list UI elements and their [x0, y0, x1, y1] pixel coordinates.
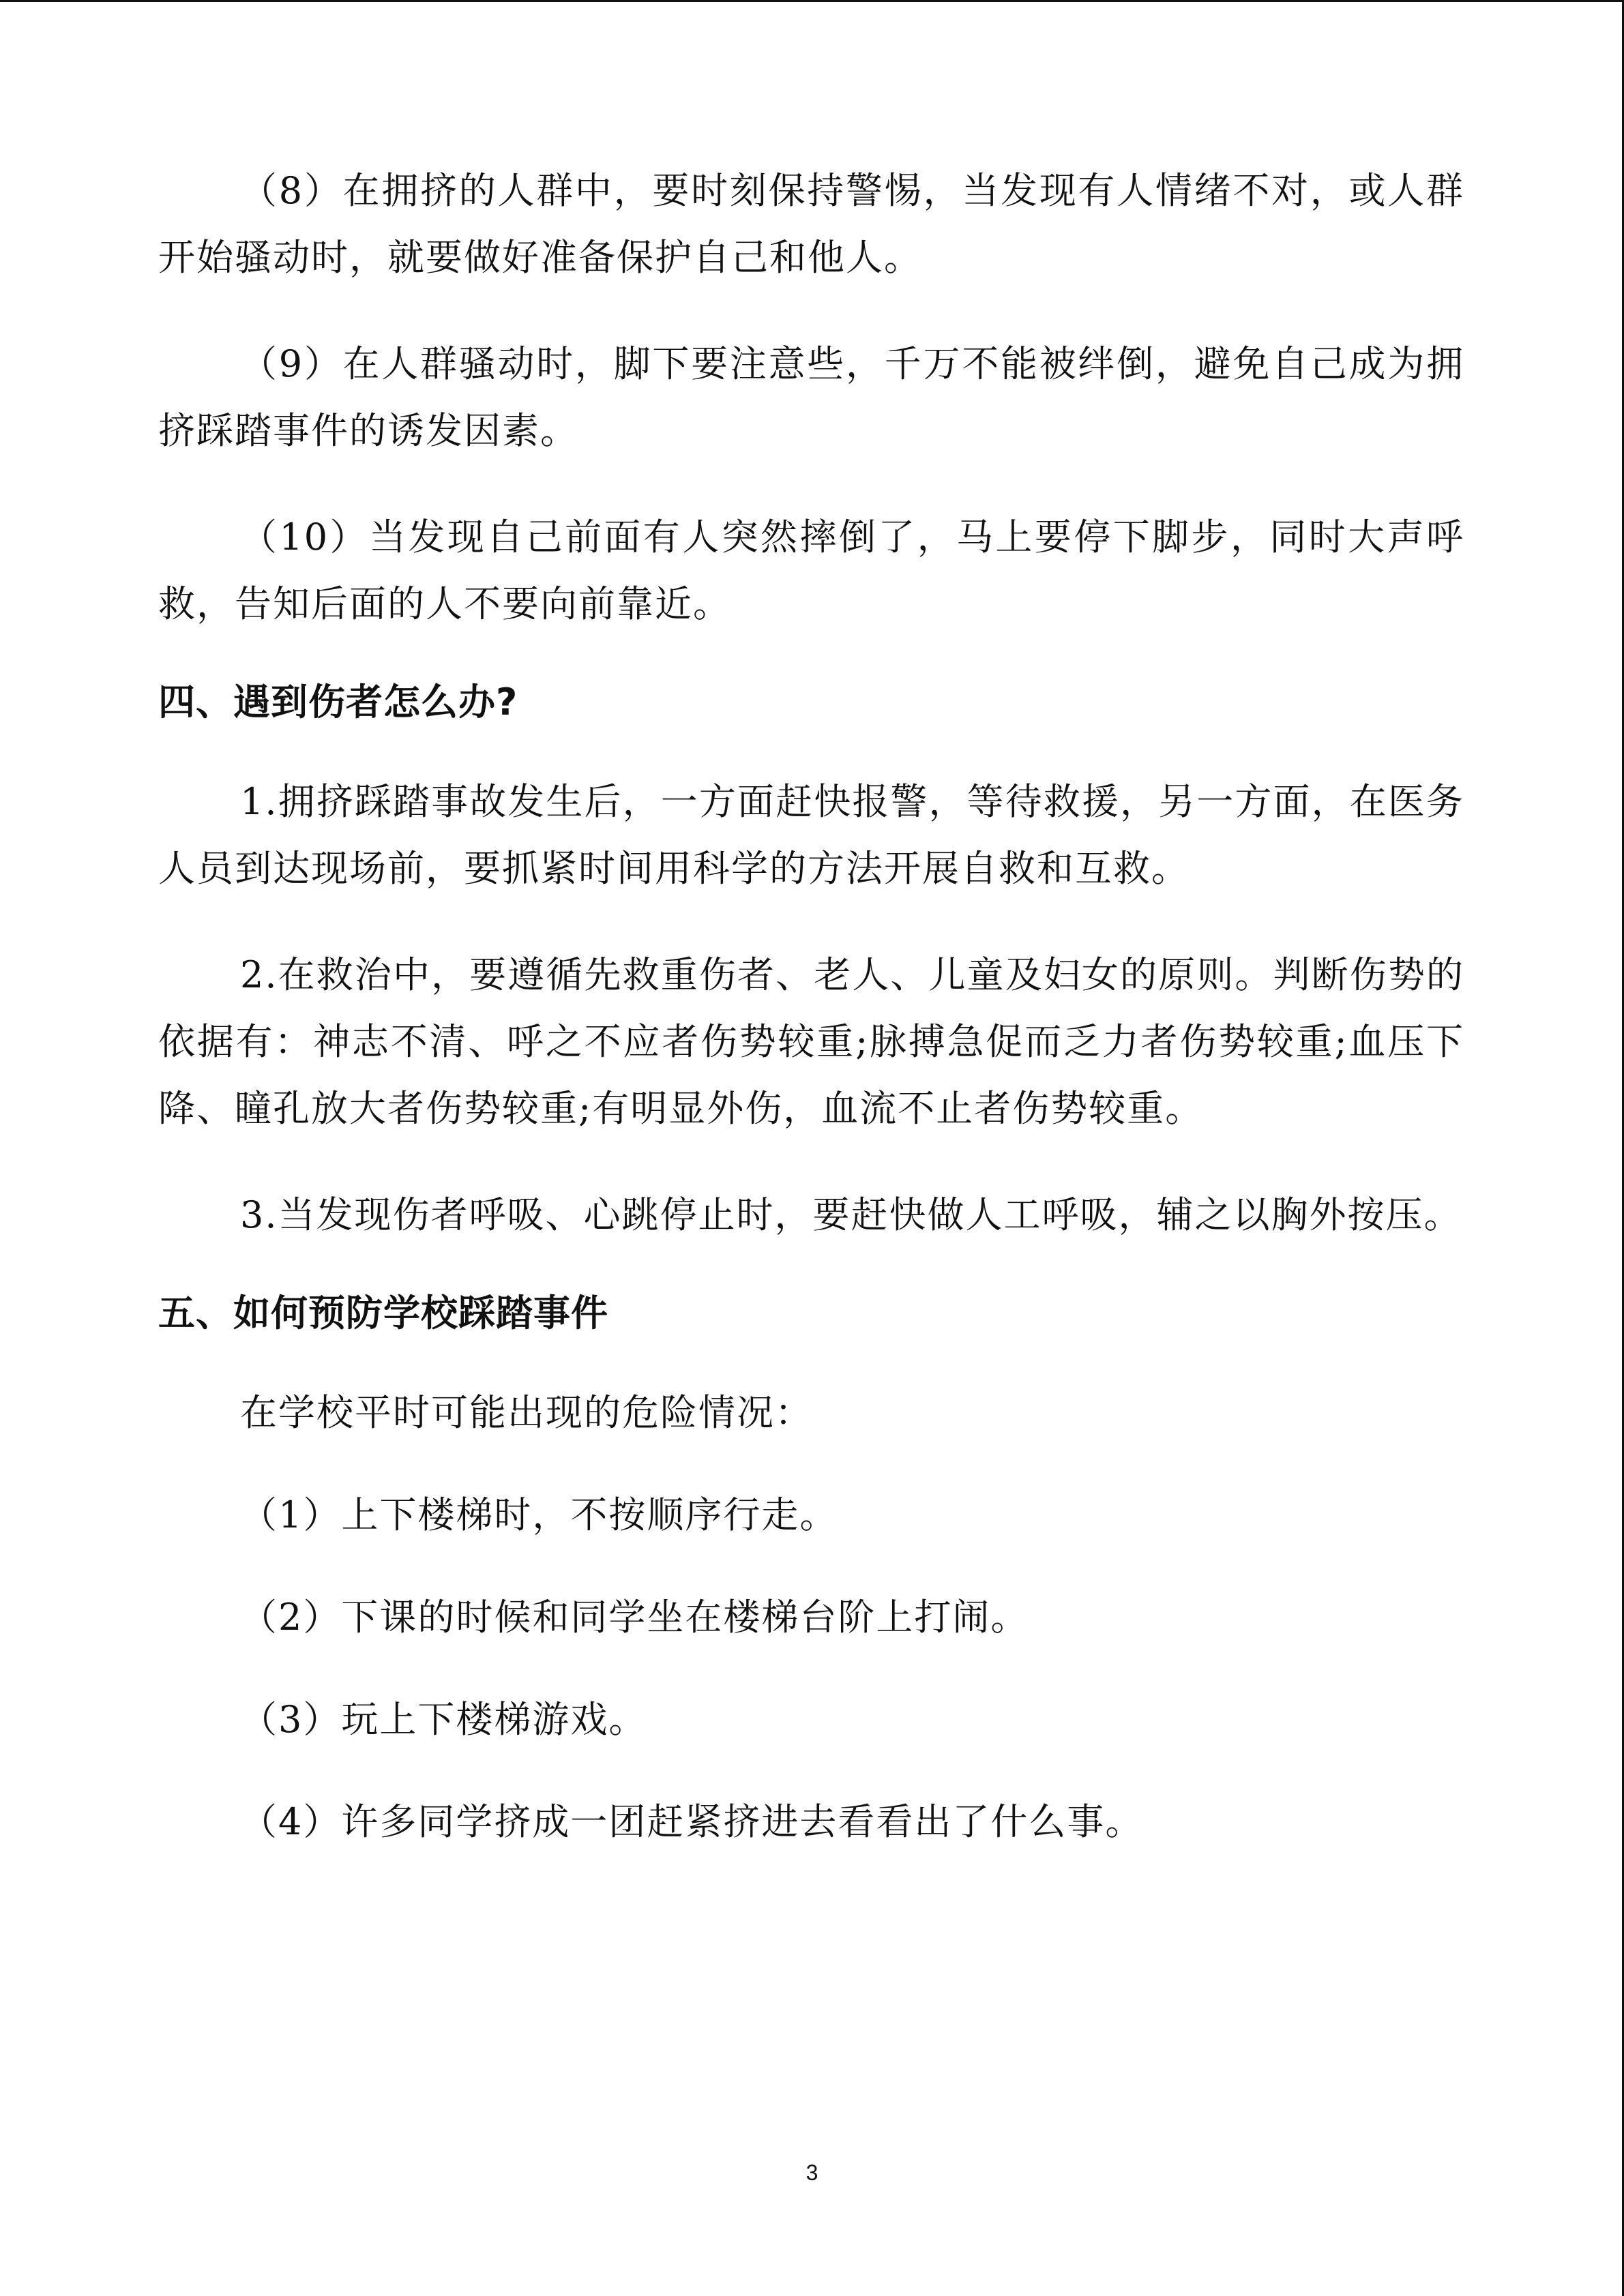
paragraph-school-dangers-intro: 在学校平时可能出现的危险情况： [240, 1391, 813, 1434]
paragraph-treatment-priority: 2.在救治中，要遵循先救重伤者、老人、儿童及妇女的原则。判断伤势的依据有：神志不清、呼之不应者伤势较重;脉搏急促而乏力者伤势较重;血压下降、瞳孔放大者伤势较重;有明显外伤，血流不止者伤势较重。 [158, 953, 1464, 1130]
page-number: 3 [806, 2160, 818, 2185]
paragraph-crowd-alert: （8）在拥挤的人群中，要时刻保持警惕，当发现有人情绪不对，或人群开始骚动时，就要做好准备保护自己和他人。 [158, 169, 1464, 279]
list-item-stairs-order: （1）上下楼梯时，不按顺序行走。 [240, 1493, 838, 1536]
paragraph-someone-falls: （10）当发现自己前面有人突然摔倒了，马上要停下脚步，同时大声呼救，告知后面的人不要向前靠近。 [158, 516, 1464, 625]
section-heading-prevention: 五、如何预防学校踩踏事件 [158, 1292, 608, 1335]
paragraph-cpr: 3.当发现伤者呼吸、心跳停止时，要赶快做人工呼吸，辅之以胸外按压。 [240, 1193, 1462, 1236]
list-item-crowding: （4）许多同学挤成一团赶紧挤进去看看出了什么事。 [240, 1800, 1144, 1843]
list-item-stairs-playing: （2）下课的时候和同学坐在楼梯台阶上打闹。 [240, 1596, 1029, 1639]
paragraph-report-and-rescue: 1.拥挤踩踏事故发生后，一方面赶快报警，等待救援，另一方面，在医务人员到达现场前，要抓紧时间用科学的方法开展自救和互救。 [158, 780, 1464, 890]
document-body [158, 158, 1464, 1855]
paragraph-avoid-tripping: （9）在人群骚动时，脚下要注意些，千万不能被绊倒，避免自己成为拥挤踩踏事件的诱发因素。 [158, 342, 1464, 452]
list-item-stairs-games: （3）玩上下楼梯游戏。 [240, 1698, 647, 1741]
section-heading-injured: 四、遇到伤者怎么办? [158, 681, 518, 724]
